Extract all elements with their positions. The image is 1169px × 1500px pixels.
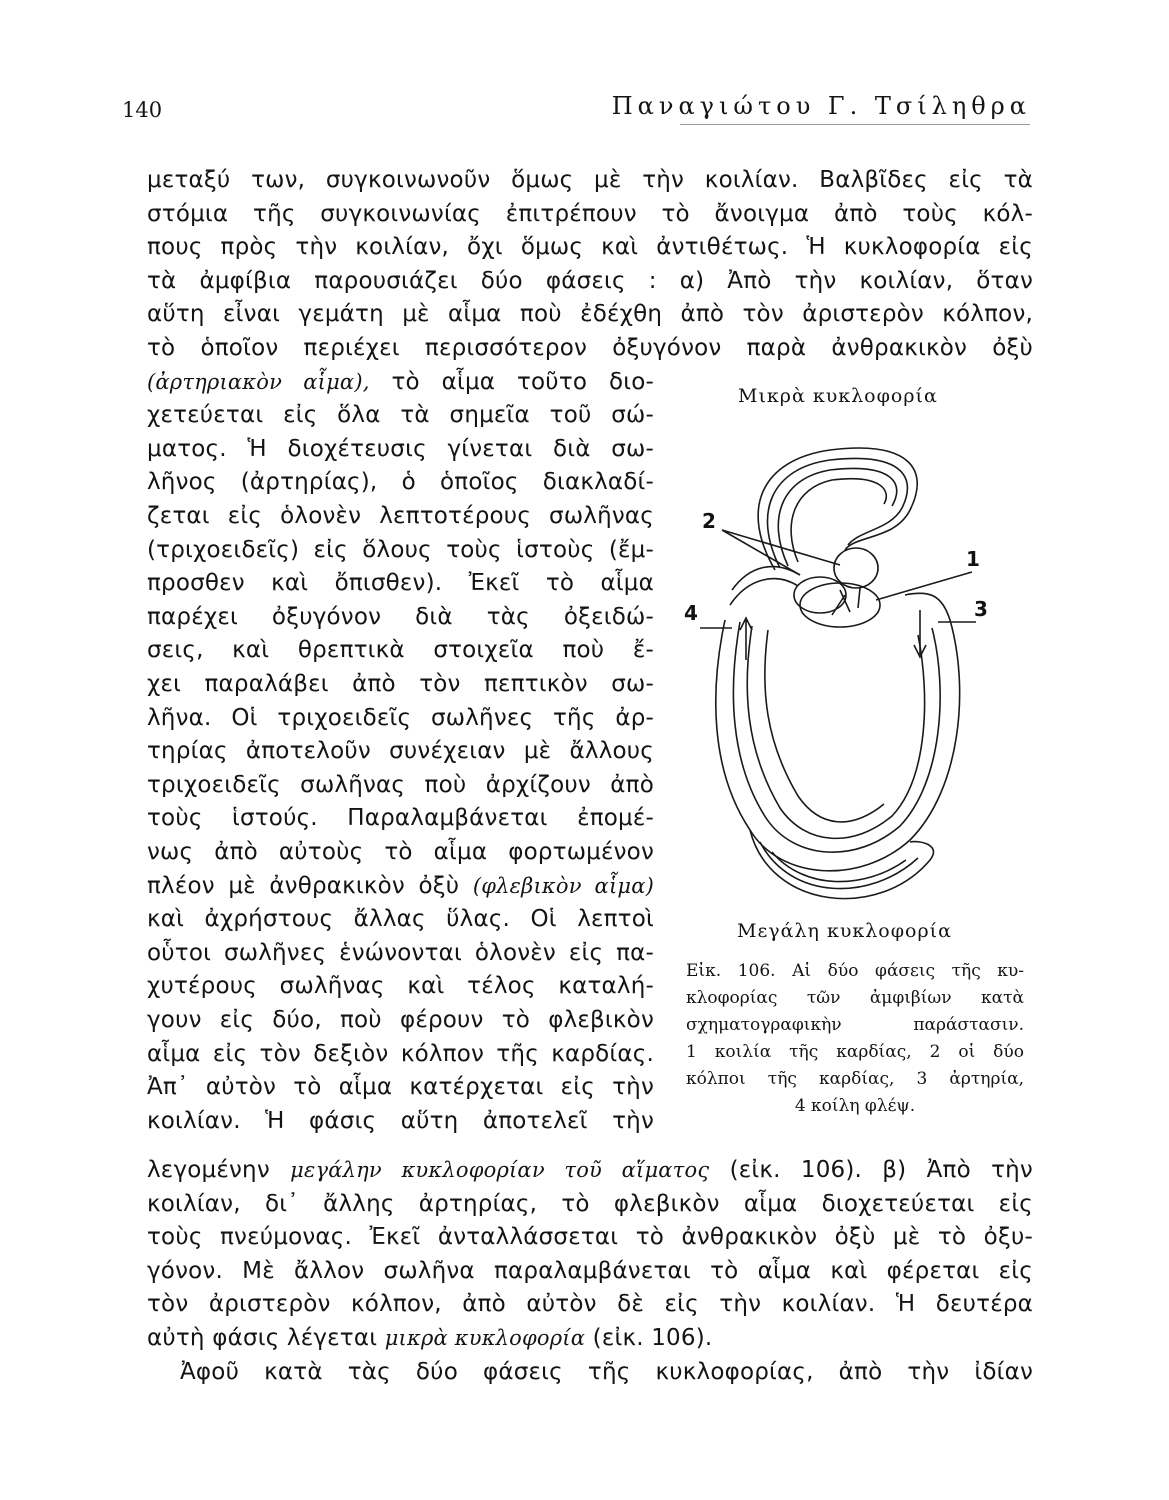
figure-number-1: 1 [966, 547, 980, 571]
body-line: τηρίας ἀποτελοῦν συνέχειαν μὲ ἄλλους [147, 738, 654, 764]
header-rule [680, 124, 1030, 125]
body-line: παρέχει ὀξυγόνον διὰ τὰς ὀξειδώ- [147, 604, 654, 630]
figure-number-4: 4 [684, 601, 698, 625]
vessel-lines [700, 448, 976, 899]
body-text: πλέον μὲ ἀνθρακικὸν ὀξὺ [147, 873, 473, 899]
vena-cava [732, 567, 800, 590]
body-line: οὗτοι σωλῆνες ἑνώνονται ὁλονὲν εἰς πα- [147, 940, 654, 966]
body-line: νως ἀπὸ αὐτοὺς τὸ αἷμα φορτωμένον [147, 839, 654, 865]
body-line: τὸ ὁποῖον περιέχει περισσότερον ὀξυγόνον παρὰ ἀνθρακικὸν ὀξὺ [147, 335, 1033, 361]
caption-line: 1 κοιλία τῆς καρδίας, 2 οἱ δύο [686, 1042, 1024, 1062]
body-line: Ἀφοῦ κατὰ τὰς δύο φάσεις τῆς κυκλοφορίας, ἀπὸ τὴν ἰδίαν [180, 1359, 1033, 1385]
caption-line: Εἰκ. 106. Αἱ δύο φάσεις τῆς κυ- [686, 961, 1024, 981]
body-line: λῆνα. Οἱ τριχοειδεῖς σωλῆνες τῆς ἀρ- [147, 705, 654, 731]
body-line: τὸν ἀριστερὸν κόλπον, ἀπὸ αὐτὸν δὲ εἰς τὴν κοιλίαν. Ἡ δευτέρα [147, 1291, 1033, 1317]
body-line [147, 869, 654, 903]
body-line: ζεται εἰς ὁλονὲν λεπτοτέρους σωλῆνας [147, 503, 654, 529]
body-line: προσθεν καὶ ὄπισθεν). Ἐκεῖ τὸ αἷμα [147, 570, 654, 596]
body-line: χει παραλάβει ἀπὸ τὸν πεπτικὸν σω- [147, 671, 654, 697]
body-line [147, 1153, 1033, 1187]
body-text: τὸ αἷμα τοῦτο διο- [369, 369, 655, 395]
leader-line-2 [722, 530, 840, 575]
body-line: χετεύεται εἰς ὅλα τὰ σημεῖα τοῦ σώ- [147, 402, 654, 428]
body-line: αἷμα εἰς τὸν δεξιὸν κόλπον τῆς καρδίας. [147, 1041, 654, 1067]
body-line: καὶ ἀχρήστους ἄλλας ὕλας. Οἱ λεπτοὶ [147, 906, 654, 932]
body-text: (εἰκ. 106). [585, 1325, 713, 1351]
ventricle [800, 583, 880, 627]
systemic-loop-vessel [747, 626, 924, 838]
body-line: αὕτη εἶναι γεμάτη μὲ αἷμα ποὺ ἐδέχθη ἀπὸ τὸν ἀριστερὸν κόλπον, [147, 301, 1033, 327]
italic-term: μεγάλην κυκλοφορίαν τοῦ αἵματος [290, 1158, 710, 1182]
body-line: τὰ ἀμφίβια παρουσιάζει δύο φάσεις : α) Ἀπὸ τὴν κοιλίαν, ὅταν [147, 268, 1033, 294]
running-head: Παναγιώτου Γ. Τσίληθρα [611, 92, 1031, 120]
italic-term: (ἀρτηριακὸν αἷμα), [147, 370, 370, 394]
italic-term: (φλεβικὸν αἷμα) [472, 874, 654, 898]
body-line: τριχοειδεῖς σωλῆνας ποὺ ἀρχίζουν ἀπὸ [147, 772, 654, 798]
body-line [147, 1321, 1033, 1355]
caption-line: κόλποι τῆς καρδίας, 3 ἀρτηρία, [686, 1069, 1024, 1089]
vena-cava [730, 579, 798, 605]
body-line: κοιλίαν, δι᾿ ἄλλης ἀρτηρίας, τὸ φλεβικὸν αἷμα διοχετεύεται εἰς [147, 1191, 1033, 1217]
figure-label-systemic: Μεγάλη κυκλοφορία [737, 920, 952, 942]
page-number: 140 [122, 98, 163, 122]
italic-term: μικρὰ κυκλοφορία [384, 1326, 586, 1350]
body-line: χυτέρους σωλῆνας καὶ τέλος καταλή- [147, 973, 654, 999]
body-line [147, 365, 654, 399]
caption-line: 4 κοίλη φλέψ. [794, 1096, 916, 1116]
figure-number-3: 3 [974, 597, 988, 621]
body-line: στόμια τῆς συγκοινωνίας ἐπιτρέπουν τὸ ἄνοιγμα ἀπὸ τοὺς κόλ- [147, 201, 1033, 227]
flow-arrow-down [914, 610, 926, 657]
caption-line: κλοφορίας τῶν ἀμφιβίων κατὰ [686, 988, 1024, 1008]
caption-line: σχηματογραφικὴν παράστασιν. [686, 1015, 1024, 1035]
body-line: κοιλίαν. Ἡ φάσις αὕτη ἀποτελεῖ τὴν [147, 1108, 654, 1134]
systemic-loop-inner [733, 622, 940, 852]
body-line: γόνον. Μὲ ἄλλον σωλῆνα παραλαμβάνεται τὸ αἷμα καὶ φέρεται εἰς [147, 1258, 1033, 1284]
body-text: αὐτὴ φάσις λέγεται [147, 1325, 385, 1351]
figure-caption [686, 958, 1024, 1120]
body-line: ματος. Ἡ διοχέτευσις γίνεται διὰ σω- [147, 436, 654, 462]
body-line: τοὺς πνεύμονας. Ἐκεῖ ἀνταλλάσσεται τὸ ἀνθρακικὸν ὀξὺ μὲ τὸ ὀξυ- [147, 1224, 1033, 1250]
body-line: πους πρὸς τὴν κοιλίαν, ὄχι ὅμως καὶ ἀντιθέτως. Ἡ κυκλοφορία εἰς [147, 234, 1033, 260]
body-line: σεις, καὶ θρεπτικὰ στοιχεῖα ποὺ ἔ- [147, 637, 654, 663]
body-text: λεγομένην [147, 1157, 291, 1183]
body-line: μεταξύ των, συγκοινωνοῦν ὅμως μὲ τὴν κοιλίαν. Βαλβῖδες εἰς τὰ [147, 167, 1033, 193]
body-line: (τριχοειδεῖς) εἰς ὅλους τοὺς ἱστοὺς (ἔμ- [147, 537, 654, 563]
body-text: (εἰκ. 106). β) Ἀπὸ τὴν [709, 1157, 1033, 1183]
body-line: τοὺς ἱστούς. Παραλαμβάνεται ἐπομέ- [147, 805, 654, 831]
figure-number-2: 2 [702, 509, 716, 533]
circulation-diagram [680, 390, 1000, 950]
systemic-loop-vessel [765, 630, 884, 822]
leader-line-1 [876, 572, 972, 600]
pulmonary-loop-vessel [791, 479, 886, 562]
body-line: λῆνος (ἀρτηρίας), ὁ ὁποῖος διακλαδί- [147, 469, 654, 495]
figure-label-pulmonary: Μικρὰ κυκλοφορία [738, 385, 938, 407]
body-line: γουν εἰς δύο, ποὺ φέρουν τὸ φλεβικὸν [147, 1007, 654, 1033]
body-line: Ἀπ᾿ αὐτὸν τὸ αἷμα κατέρχεται εἰς τὴν [147, 1074, 654, 1100]
right-atrium [834, 548, 878, 588]
